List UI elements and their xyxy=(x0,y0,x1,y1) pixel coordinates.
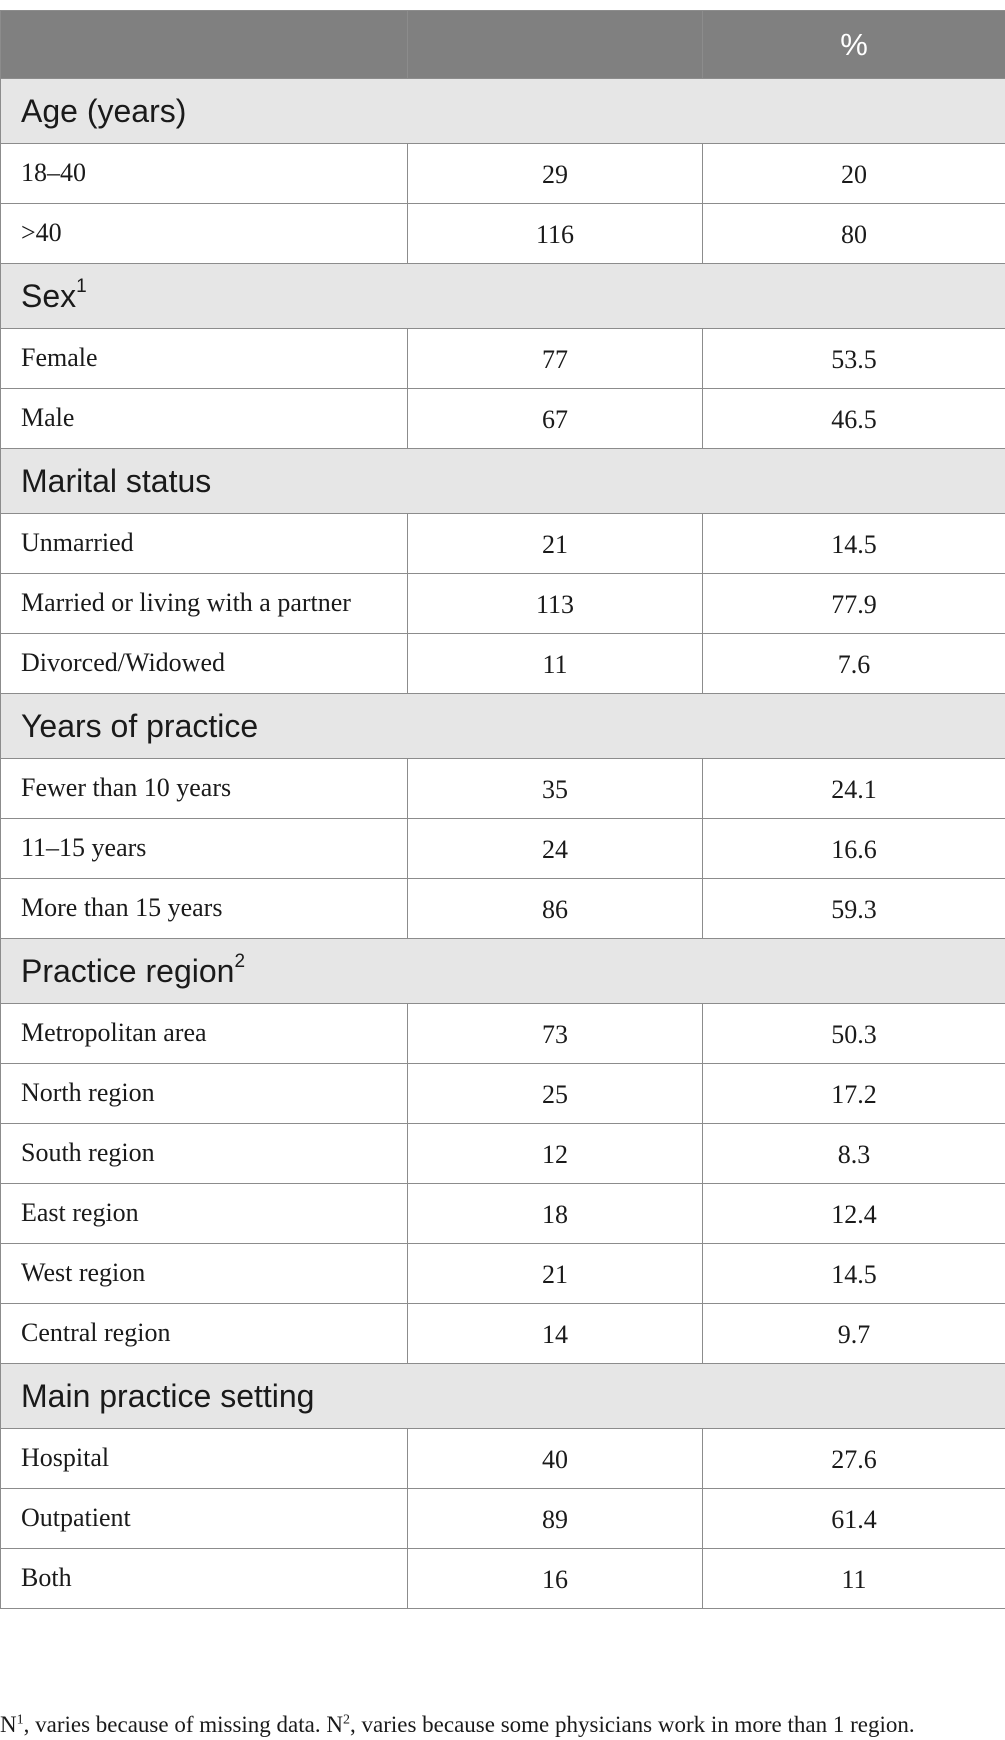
row-percent: 50.3 xyxy=(703,1004,1005,1064)
section-header-row xyxy=(1,939,1005,1004)
row-count: 11 xyxy=(408,634,703,694)
row-percent: 59.3 xyxy=(703,879,1005,939)
row-percent: 8.3 xyxy=(703,1124,1005,1184)
row-percent: 53.5 xyxy=(703,329,1005,389)
table-row xyxy=(1,1124,1005,1184)
row-percent: 77.9 xyxy=(703,574,1005,634)
row-count: 21 xyxy=(408,514,703,574)
row-count: 18 xyxy=(408,1184,703,1244)
row-count: 24 xyxy=(408,819,703,879)
table-row xyxy=(1,1244,1005,1304)
row-percent: 27.6 xyxy=(703,1429,1005,1489)
row-percent: 16.6 xyxy=(703,819,1005,879)
table-footnote xyxy=(0,1712,1005,1738)
row-count: 77 xyxy=(408,329,703,389)
section-title-superscript: 1 xyxy=(76,275,87,297)
row-count: 113 xyxy=(408,574,703,634)
footnote-text1: , varies because of missing data. xyxy=(23,1712,327,1737)
table-row xyxy=(1,634,1005,694)
demographics-table xyxy=(0,10,1005,1609)
table-row xyxy=(1,1304,1005,1364)
row-percent: 46.5 xyxy=(703,389,1005,449)
section-header-row xyxy=(1,79,1005,144)
section-title-text: Sex xyxy=(21,277,77,314)
row-count: 12 xyxy=(408,1124,703,1184)
section-title xyxy=(1,449,1005,514)
row-label: Unmarried xyxy=(1,514,408,574)
section-header-row xyxy=(1,449,1005,514)
row-label: Both xyxy=(1,1549,408,1609)
table-header xyxy=(1,11,1005,79)
section-header-row xyxy=(1,1364,1005,1429)
row-count: 116 xyxy=(408,204,703,264)
header-cell-percent: % xyxy=(703,11,1005,79)
row-count: 35 xyxy=(408,759,703,819)
row-label: Female xyxy=(1,329,408,389)
table-row xyxy=(1,144,1005,204)
section-title-text: Practice region xyxy=(21,952,235,989)
row-count: 89 xyxy=(408,1489,703,1549)
table-row xyxy=(1,819,1005,879)
footnote-n1: N xyxy=(0,1712,17,1737)
row-label: Fewer than 10 years xyxy=(1,759,408,819)
table-row xyxy=(1,759,1005,819)
footnote-sup2: 2 xyxy=(343,1712,350,1728)
table-row xyxy=(1,1004,1005,1064)
row-label: 11–15 years xyxy=(1,819,408,879)
row-percent: 9.7 xyxy=(703,1304,1005,1364)
section-title xyxy=(1,264,1005,329)
table-row xyxy=(1,389,1005,449)
section-title-text: Age (years) xyxy=(21,92,187,129)
row-label: Central region xyxy=(1,1304,408,1364)
row-count: 14 xyxy=(408,1304,703,1364)
row-percent: 7.6 xyxy=(703,634,1005,694)
footnote-text2: , varies because some physicians work in more than 1 region. xyxy=(350,1712,915,1737)
table-row xyxy=(1,574,1005,634)
row-count: 73 xyxy=(408,1004,703,1064)
section-title-superscript: 2 xyxy=(234,950,246,972)
row-label: West region xyxy=(1,1244,408,1304)
row-count: 86 xyxy=(408,879,703,939)
table-container xyxy=(0,10,1005,1609)
row-label: Metropolitan area xyxy=(1,1004,408,1064)
header-cell-2 xyxy=(408,11,703,79)
table-row xyxy=(1,1184,1005,1244)
row-label: East region xyxy=(1,1184,408,1244)
footnote-n2: N xyxy=(326,1712,343,1737)
row-percent: 80 xyxy=(703,204,1005,264)
row-label: More than 15 years xyxy=(1,879,408,939)
section-title xyxy=(1,694,1005,759)
row-label: Male xyxy=(1,389,408,449)
row-percent: 61.4 xyxy=(703,1489,1005,1549)
table-row xyxy=(1,329,1005,389)
row-count: 29 xyxy=(408,144,703,204)
row-percent: 20 xyxy=(703,144,1005,204)
row-percent: 14.5 xyxy=(703,514,1005,574)
row-label: South region xyxy=(1,1124,408,1184)
table-row xyxy=(1,204,1005,264)
section-title xyxy=(1,1364,1005,1429)
row-percent: 24.1 xyxy=(703,759,1005,819)
row-count: 16 xyxy=(408,1549,703,1609)
row-label: North region xyxy=(1,1064,408,1124)
row-label: Divorced/Widowed xyxy=(1,634,408,694)
table-row xyxy=(1,879,1005,939)
section-header-row xyxy=(1,694,1005,759)
section-title-text: Years of practice xyxy=(21,707,259,744)
section-header-row xyxy=(1,264,1005,329)
section-title-text: Marital status xyxy=(21,462,212,499)
row-percent: 17.2 xyxy=(703,1064,1005,1124)
row-label: >40 xyxy=(1,204,408,264)
row-label: Hospital xyxy=(1,1429,408,1489)
row-label: 18–40 xyxy=(1,144,408,204)
table-body xyxy=(1,79,1005,1609)
table-row xyxy=(1,1549,1005,1609)
footnote-sup1: 1 xyxy=(16,1712,24,1728)
table-row xyxy=(1,514,1005,574)
row-count: 25 xyxy=(408,1064,703,1124)
row-count: 67 xyxy=(408,389,703,449)
table-row xyxy=(1,1429,1005,1489)
row-percent: 14.5 xyxy=(703,1244,1005,1304)
section-title xyxy=(1,79,1005,144)
section-title xyxy=(1,939,1005,1004)
row-count: 21 xyxy=(408,1244,703,1304)
row-percent: 12.4 xyxy=(703,1184,1005,1244)
table-row xyxy=(1,1064,1005,1124)
row-count: 40 xyxy=(408,1429,703,1489)
header-cell-1 xyxy=(1,11,408,79)
row-label: Outpatient xyxy=(1,1489,408,1549)
section-title-text: Main practice setting xyxy=(21,1377,315,1414)
row-label: Married or living with a partner xyxy=(1,574,408,634)
table-row xyxy=(1,1489,1005,1549)
row-percent: 11 xyxy=(703,1549,1005,1609)
